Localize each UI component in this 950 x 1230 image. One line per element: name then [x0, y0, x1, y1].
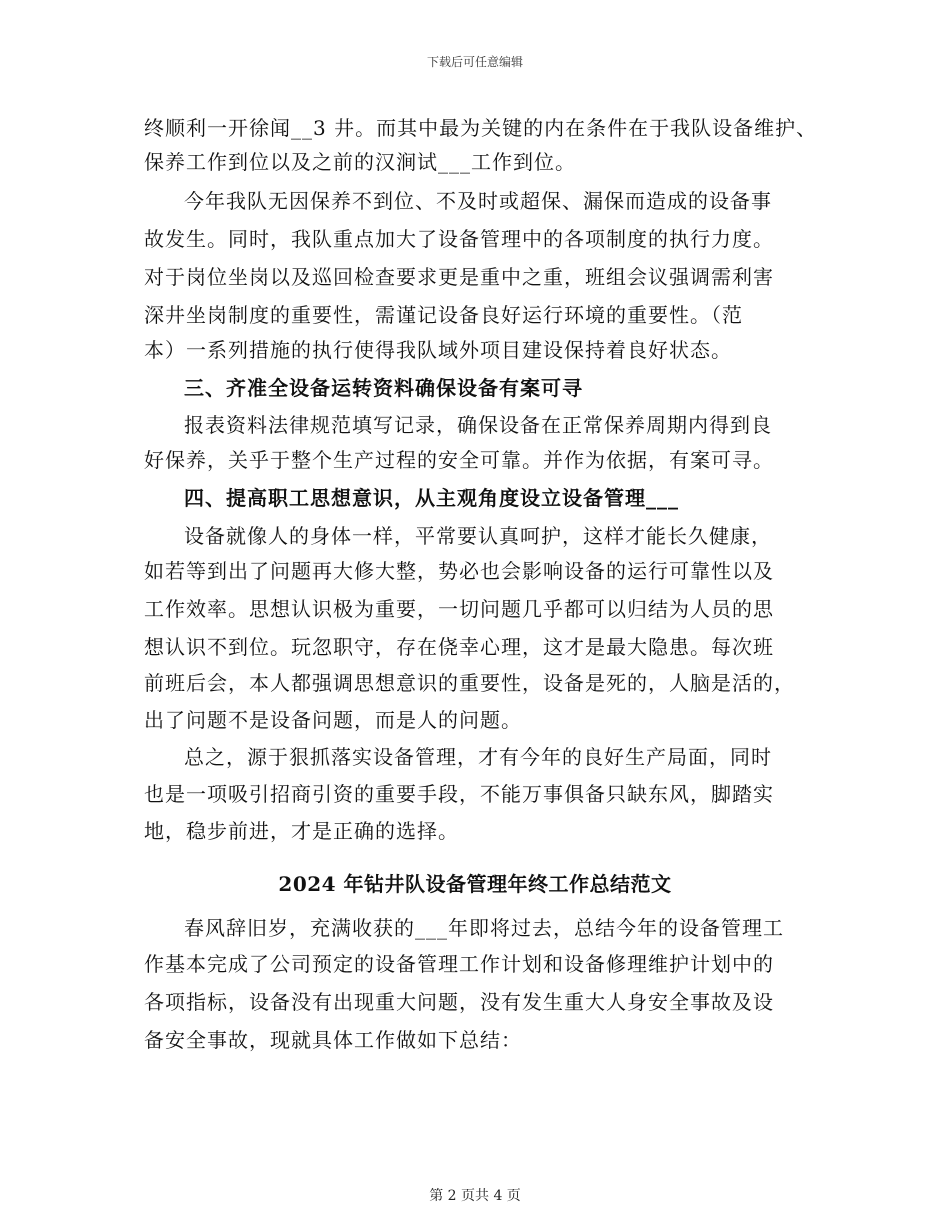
body-line: 深井坐岗制度的重要性，需谨记设备良好运行环境的重要性。（范 — [144, 303, 743, 327]
paragraph-first-line: 春风辞旧岁，充满收获的___年即将过去，总结今年的设备管理工 — [184, 916, 784, 940]
body-line: 故发生。同时，我队重点加大了设备管理中的各项制度的执行力度。 — [144, 227, 774, 251]
paragraph-first-line: 报表资料法律规范填写记录，确保设备在正常保养周期内得到良 — [184, 413, 772, 437]
section-heading: 四、提高职工思想意识，从主观角度设立设备管理___ — [184, 486, 679, 510]
body-line: 好保养，关乎于整个生产过程的安全可靠。并作为依据，有案可寻。 — [144, 448, 774, 472]
document-title: 2024 年钻井队设备管理年终工作总结范文 — [278, 872, 672, 896]
paragraph-first-line: 总之，源于狠抓落实设备管理，才有今年的良好生产局面，同时 — [184, 745, 772, 769]
body-line: 地，稳步前进，才是正确的选择。 — [144, 819, 459, 843]
paragraph-first-line: 今年我队无因保养不到位、不及时或超保、漏保而造成的设备事 — [184, 189, 772, 213]
body-line: 如若等到出了问题再大修大整，势必也会影响设备的运行可靠性以及 — [144, 559, 774, 583]
paragraph-first-line: 设备就像人的身体一样，平常要认真呵护，这样才能长久健康， — [184, 524, 772, 548]
body-line: 备安全事故，现就具体工作做如下总结： — [144, 1028, 522, 1052]
body-line: 本）一系列措施的执行使得我队域外项目建设保持着良好状态。 — [144, 338, 732, 362]
body-line: 各项指标，设备没有出现重大问题，没有发生重大人身安全事故及设 — [144, 990, 774, 1014]
body-line: 保养工作到位以及之前的汉涧试___工作到位。 — [144, 150, 576, 174]
page-header: 下载后可任意编辑 — [426, 55, 523, 69]
body-line: 对于岗位坐岗以及巡回检查要求更是重中之重，班组会议强调需利害 — [144, 265, 774, 289]
body-line: 前班后会，本人都强调思想意识的重要性，设备是死的，人脑是活的， — [144, 671, 795, 695]
body-line: 也是一项吸引招商引资的重要手段，不能万事俱备只缺东风，脚踏实 — [144, 782, 774, 806]
page-number: 第 2 页共 4 页 — [429, 1188, 521, 1204]
body-line: 工作效率。思想认识极为重要，一切问题几乎都可以归结为人员的思 — [144, 597, 774, 621]
body-line: 出了问题不是设备问题，而是人的问题。 — [144, 708, 522, 732]
body-line: 想认识不到位。玩忽职守，存在侥幸心理，这才是最大隐患。每次班 — [144, 635, 774, 659]
body-line: 作基本完成了公司预定的设备管理工作计划和设备修理维护计划中的 — [144, 952, 774, 976]
body-line: 终顺利一开徐闻__3 井。而其中最为关键的内在条件在于我队设备维护、 — [144, 116, 818, 140]
section-heading: 三、齐准全设备运转资料确保设备有案可寻 — [184, 376, 583, 400]
